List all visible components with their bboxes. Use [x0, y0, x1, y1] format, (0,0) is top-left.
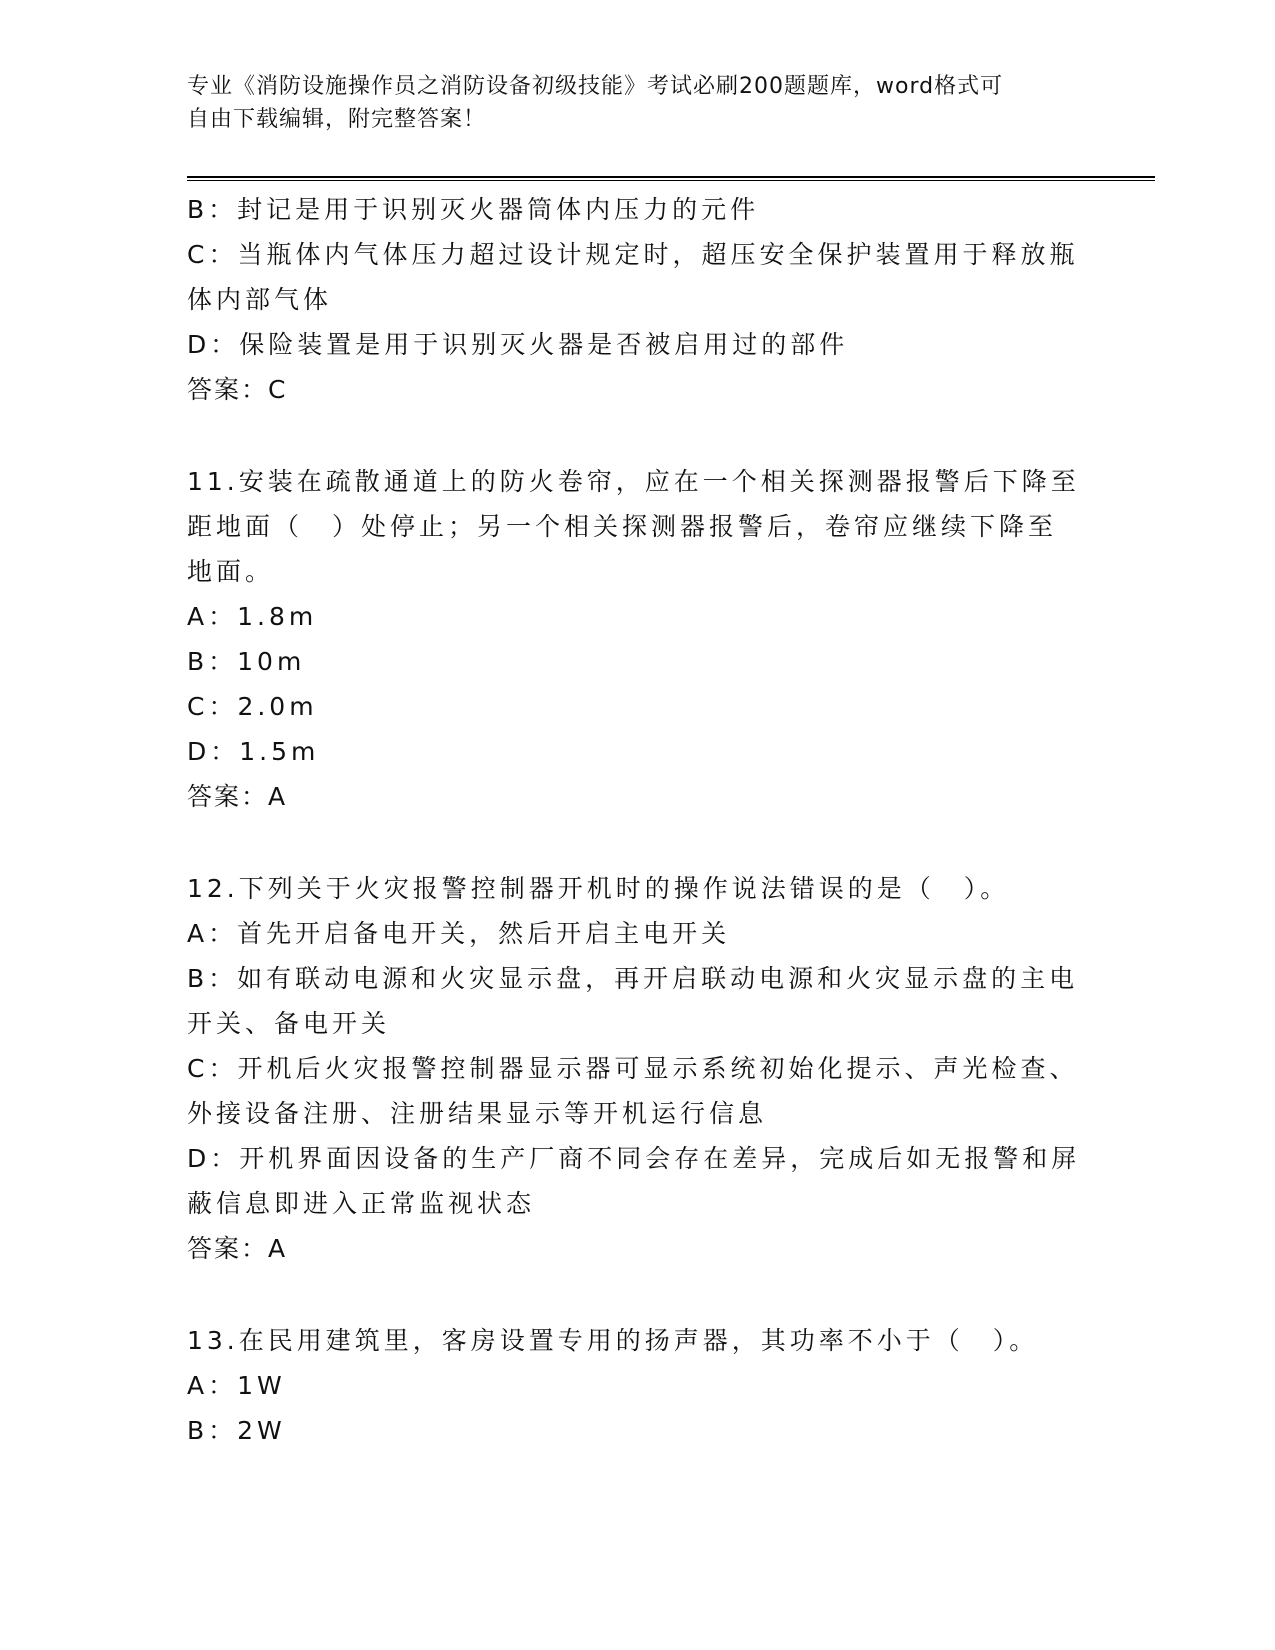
question-12	[187, 866, 1087, 1271]
question-stem: 12.下列关于火灾报警控制器开机时的操作说法错误的是（ ）。	[187, 874, 1010, 903]
option-b: B：2W	[187, 1416, 286, 1445]
question-list	[187, 187, 1087, 1453]
header-title-line-1: 专业《消防设施操作员之消防设备初级技能》考试必刷200题题库，word格式可	[187, 74, 1004, 99]
option-c-cont: 外接设备注册、注册结果显示等开机运行信息	[187, 1099, 768, 1128]
option-c: C：2.0m	[187, 692, 318, 721]
spacer	[187, 412, 1087, 459]
answer-line: 答案：A	[187, 1234, 288, 1263]
answer-line: 答案：A	[187, 782, 288, 811]
option-line: C：当瓶体内气体压力超过设计规定时，超压安全保护装置用于释放瓶	[187, 240, 1079, 269]
question-stem: 13.在民用建筑里，客房设置专用的扬声器，其功率不小于（ ）。	[187, 1326, 1039, 1355]
spacer	[187, 819, 1087, 866]
option-b: B：10m	[187, 647, 306, 676]
option-c: C：开机后火灾报警控制器显示器可显示系统初始化提示、声光检查、	[187, 1054, 1079, 1083]
option-a: A：1.8m	[187, 602, 318, 631]
question-stem: 距地面（ ）处停止；另一个相关探测器报警后，卷帘应继续下降至	[187, 512, 1058, 541]
option-a: A：首先开启备电开关，然后开启主电开关	[187, 919, 731, 948]
option-d: D：1.5m	[187, 737, 320, 766]
question-stem: 11.安装在疏散通道上的防火卷帘，应在一个相关探测器报警后下降至	[187, 467, 1080, 496]
option-a: A：1W	[187, 1371, 286, 1400]
answer-line: 答案：C	[187, 375, 288, 404]
page-header	[187, 70, 1067, 136]
question-continued	[187, 187, 1087, 412]
option-b: B：如有联动电源和火灾显示盘，再开启联动电源和火灾显示盘的主电	[187, 964, 1079, 993]
option-line: B：封记是用于识别灭火器筒体内压力的元件	[187, 195, 760, 224]
option-b-cont: 开关、备电开关	[187, 1009, 391, 1038]
question-13	[187, 1318, 1087, 1453]
option-line: 体内部气体	[187, 285, 333, 314]
question-11	[187, 459, 1087, 819]
header-title-line-2: 自由下载编辑，附完整答案！	[187, 107, 487, 132]
option-line: D：保险装置是用于识别灭火器是否被启用过的部件	[187, 330, 849, 359]
header-divider	[187, 176, 1155, 181]
option-d: D：开机界面因设备的生产厂商不同会存在差异，完成后如无报警和屏	[187, 1144, 1081, 1173]
question-stem: 地面。	[187, 557, 275, 586]
spacer	[187, 1271, 1087, 1318]
option-d-cont: 蔽信息即进入正常监视状态	[187, 1189, 536, 1218]
